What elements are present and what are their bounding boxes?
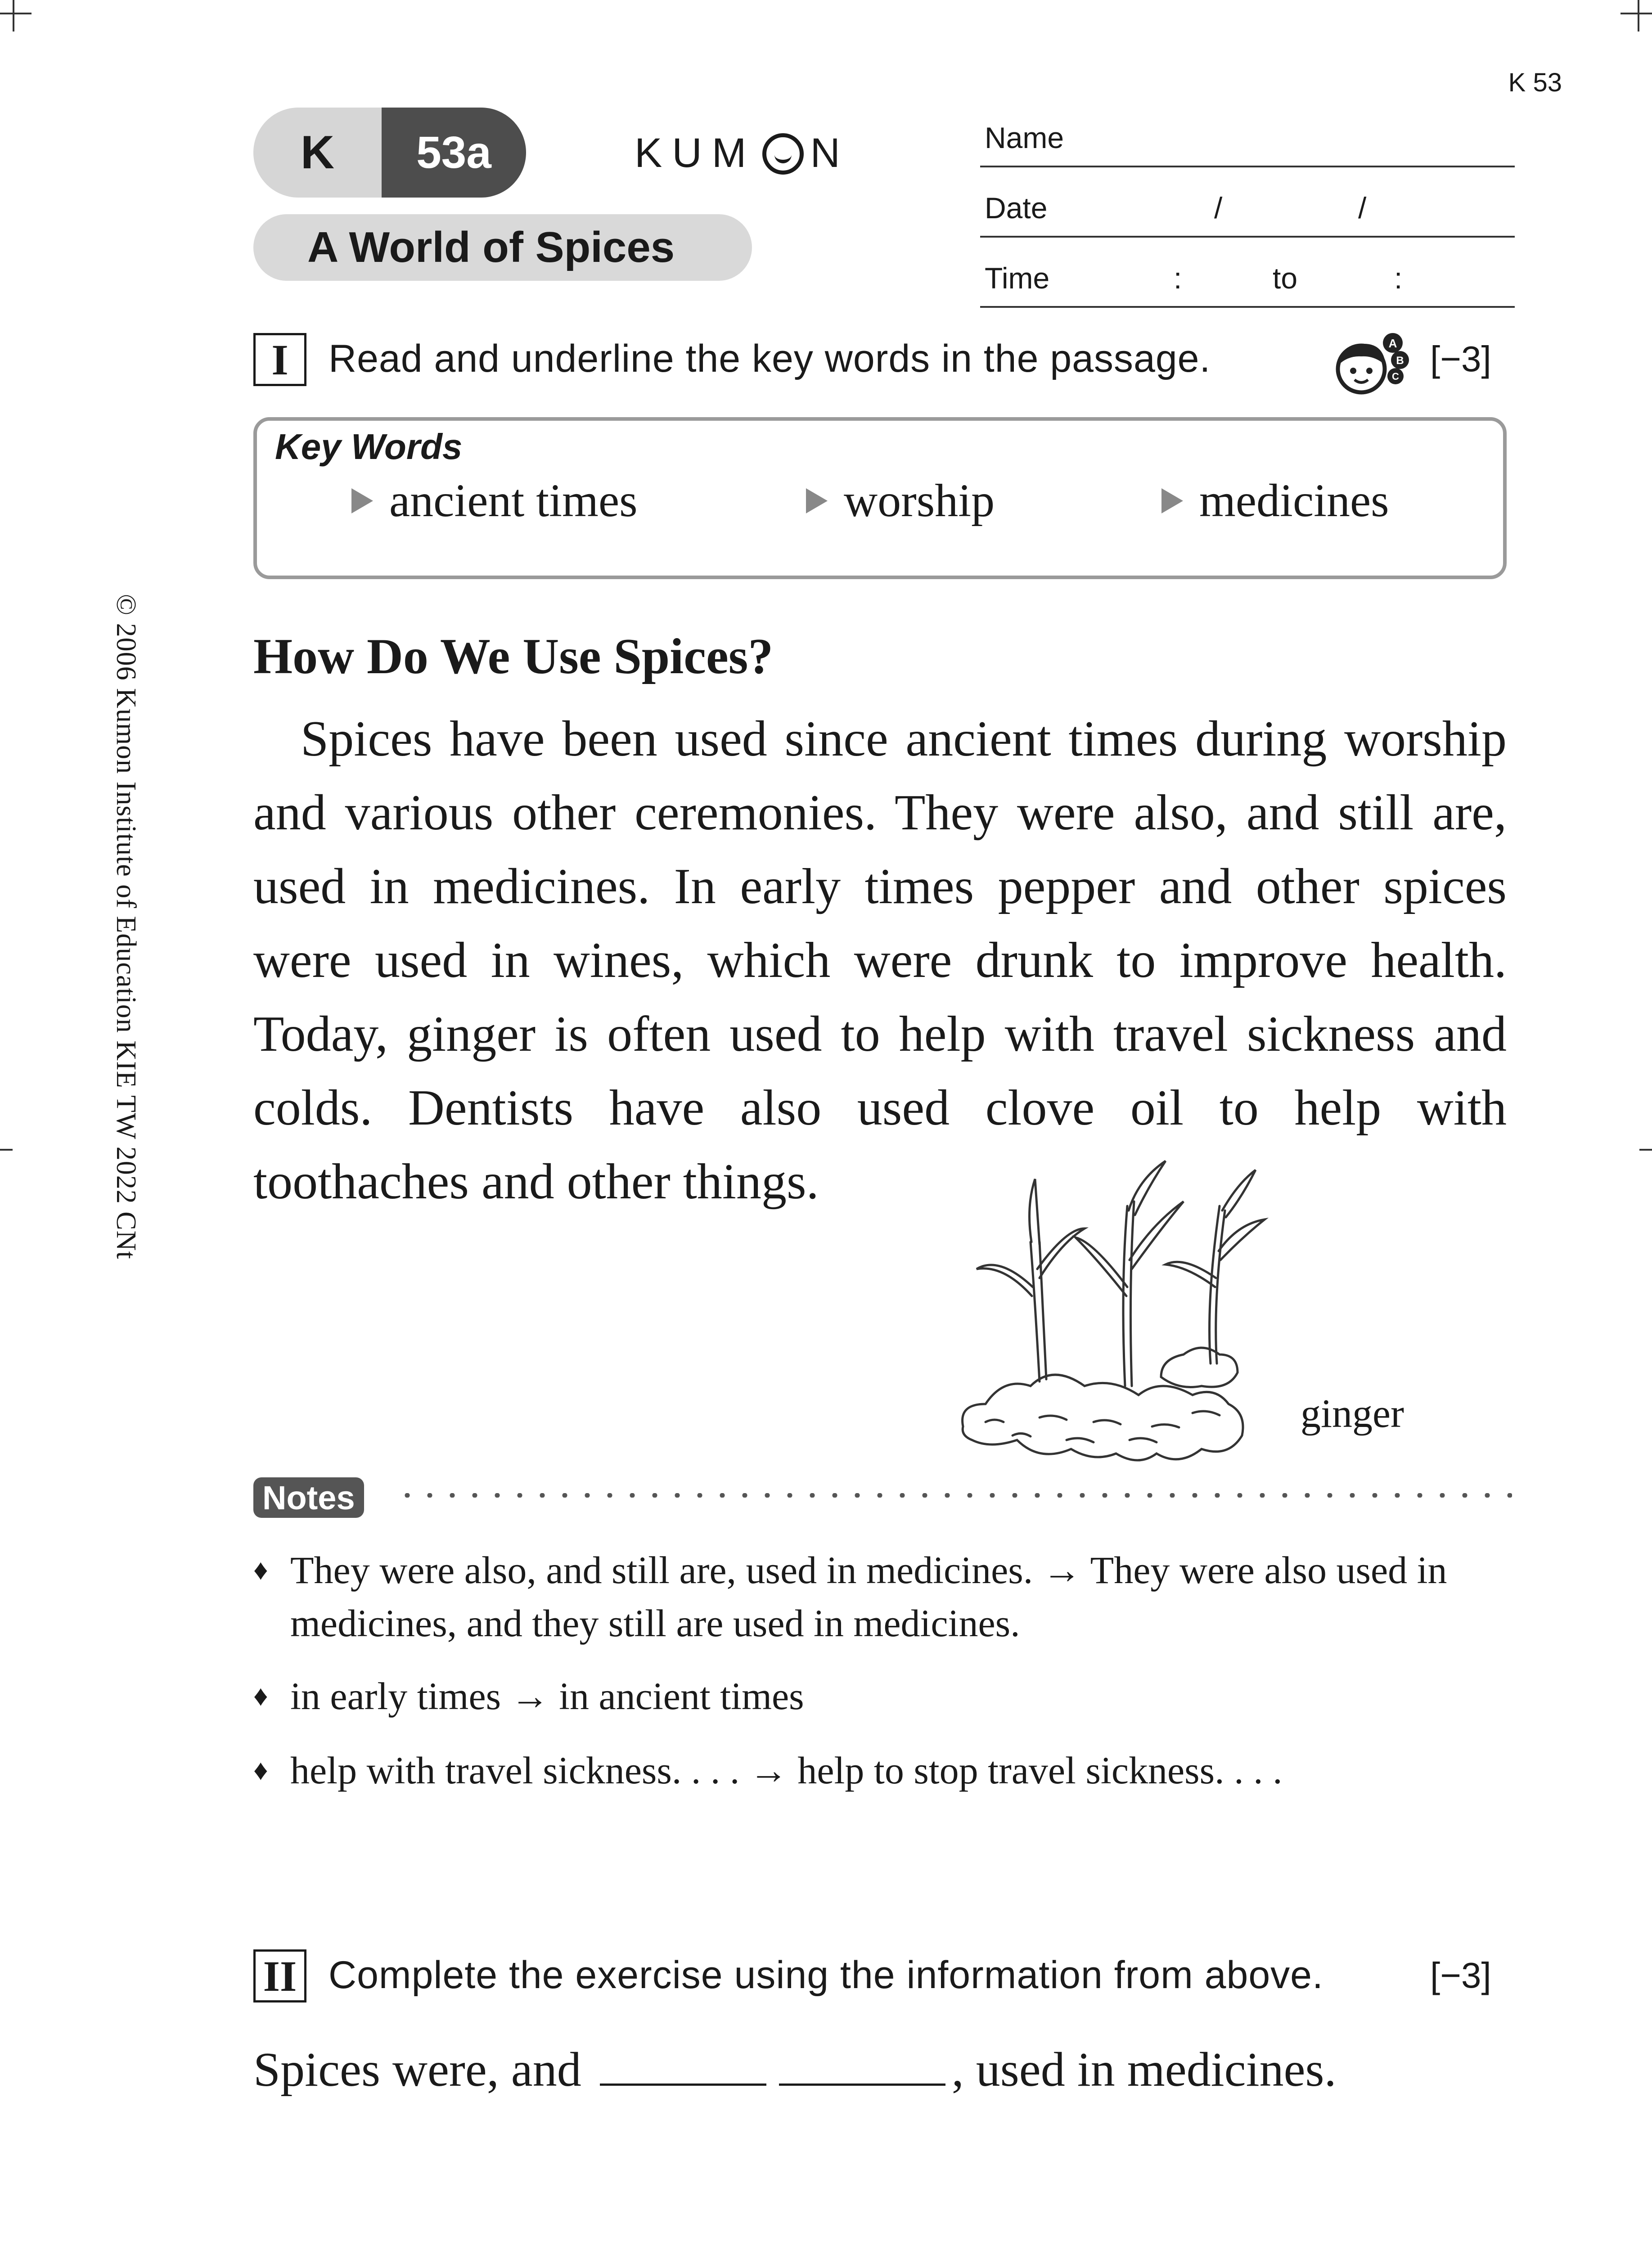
copyright-notice [95, 594, 149, 1404]
note-text: They were also, and still are, used in medicines. → They were also used in medicines, and they still are used in medicines. [290, 1548, 1447, 1645]
time-to-label: to [1273, 261, 1298, 295]
crop-mark [0, 1149, 13, 1151]
name-label: Name [985, 121, 1064, 154]
note-text: in early times → in ancient times [290, 1674, 804, 1718]
notes-label: Notes [253, 1477, 364, 1518]
exercise-text-start: Spices were, and [253, 2043, 581, 2097]
key-word-text: ancient times [389, 475, 638, 526]
crop-mark [1639, 1149, 1652, 1151]
kumon-logo [635, 126, 850, 180]
ginger-illustration [950, 1152, 1310, 1476]
key-word-item [1161, 474, 1389, 527]
section-2-instruction: Complete the exercise using the information from above. [329, 1953, 1323, 1997]
exercise-text-end: , used in medicines. [951, 2043, 1337, 2097]
section-2-numeral: II [253, 1949, 306, 2002]
level-letter: K [253, 108, 382, 198]
key-words-box [253, 417, 1507, 579]
key-words-title: Key Words [275, 427, 463, 467]
triangle-bullet-icon [806, 488, 828, 513]
reader-character-icon [1330, 324, 1420, 396]
section-1-score: [−3] [1430, 339, 1491, 379]
page-code: K 53 [1508, 68, 1562, 97]
section-1-instruction: Read and underline the key words in the passage. [329, 337, 1211, 380]
time-field[interactable] [980, 252, 1515, 308]
logo-text-start: KUM [635, 130, 756, 176]
date-separator: / [1214, 191, 1223, 225]
date-label: Date [985, 191, 1048, 225]
triangle-bullet-icon [351, 488, 373, 513]
date-separator: / [1358, 191, 1367, 225]
answer-blank-1[interactable] [600, 2083, 766, 2086]
logo-text-end: N [810, 130, 850, 176]
dotted-divider [396, 1493, 1512, 1498]
note-item [253, 1744, 1505, 1797]
svg-text:B: B [1396, 355, 1404, 367]
level-badge [253, 108, 526, 198]
passage-heading: How Do We Use Spices? [253, 629, 774, 684]
diamond-bullet-icon: ♦ [253, 1680, 268, 1712]
svg-text:C: C [1392, 371, 1399, 382]
name-field[interactable] [980, 112, 1515, 167]
date-field[interactable] [980, 182, 1515, 238]
ginger-caption: ginger [1301, 1391, 1404, 1436]
triangle-bullet-icon [1161, 488, 1183, 513]
crop-mark [0, 13, 32, 14]
time-label: Time [985, 261, 1050, 295]
crop-mark [1620, 13, 1652, 14]
diamond-bullet-icon: ♦ [253, 1754, 268, 1786]
section-2-score: [−3] [1430, 1955, 1491, 1995]
passage-paragraph: Spices have been used since ancient times during worship and various other ceremonies. They were also, and still are, used in medicines. In early times pepper and other spices were used in wines, which were drunk to improve health. Today, ginger is often used to help with travel sickness and colds. Dentists have also used clove oil to help with toothaches and other things. [253, 711, 1507, 1210]
copyright-text: © 2006 Kumon Institute of Education KIE TW 2022 CNt [111, 594, 141, 1260]
note-text: help with travel sickness. . . . → help to stop travel sickness. . . . [290, 1749, 1283, 1792]
svg-text:A: A [1388, 337, 1397, 350]
key-word-text: medicines [1199, 475, 1389, 526]
diamond-bullet-icon: ♦ [253, 1554, 268, 1586]
passage-body [253, 702, 1507, 1219]
crop-mark [13, 0, 14, 32]
crop-mark [1638, 0, 1639, 32]
time-colon: : [1394, 261, 1403, 295]
smile-o-icon [762, 133, 804, 175]
note-item [253, 1670, 1505, 1723]
answer-blank-2[interactable] [779, 2083, 945, 2086]
section-1-numeral: I [253, 333, 306, 386]
time-colon: : [1174, 261, 1182, 295]
key-word-item [351, 474, 638, 527]
page-number: 53a [382, 108, 526, 198]
key-word-text: worship [844, 475, 995, 526]
worksheet-title: A World of Spices [253, 214, 752, 281]
note-item [253, 1544, 1505, 1650]
key-word-item [806, 474, 995, 527]
exercise-sentence [253, 2042, 1337, 2098]
